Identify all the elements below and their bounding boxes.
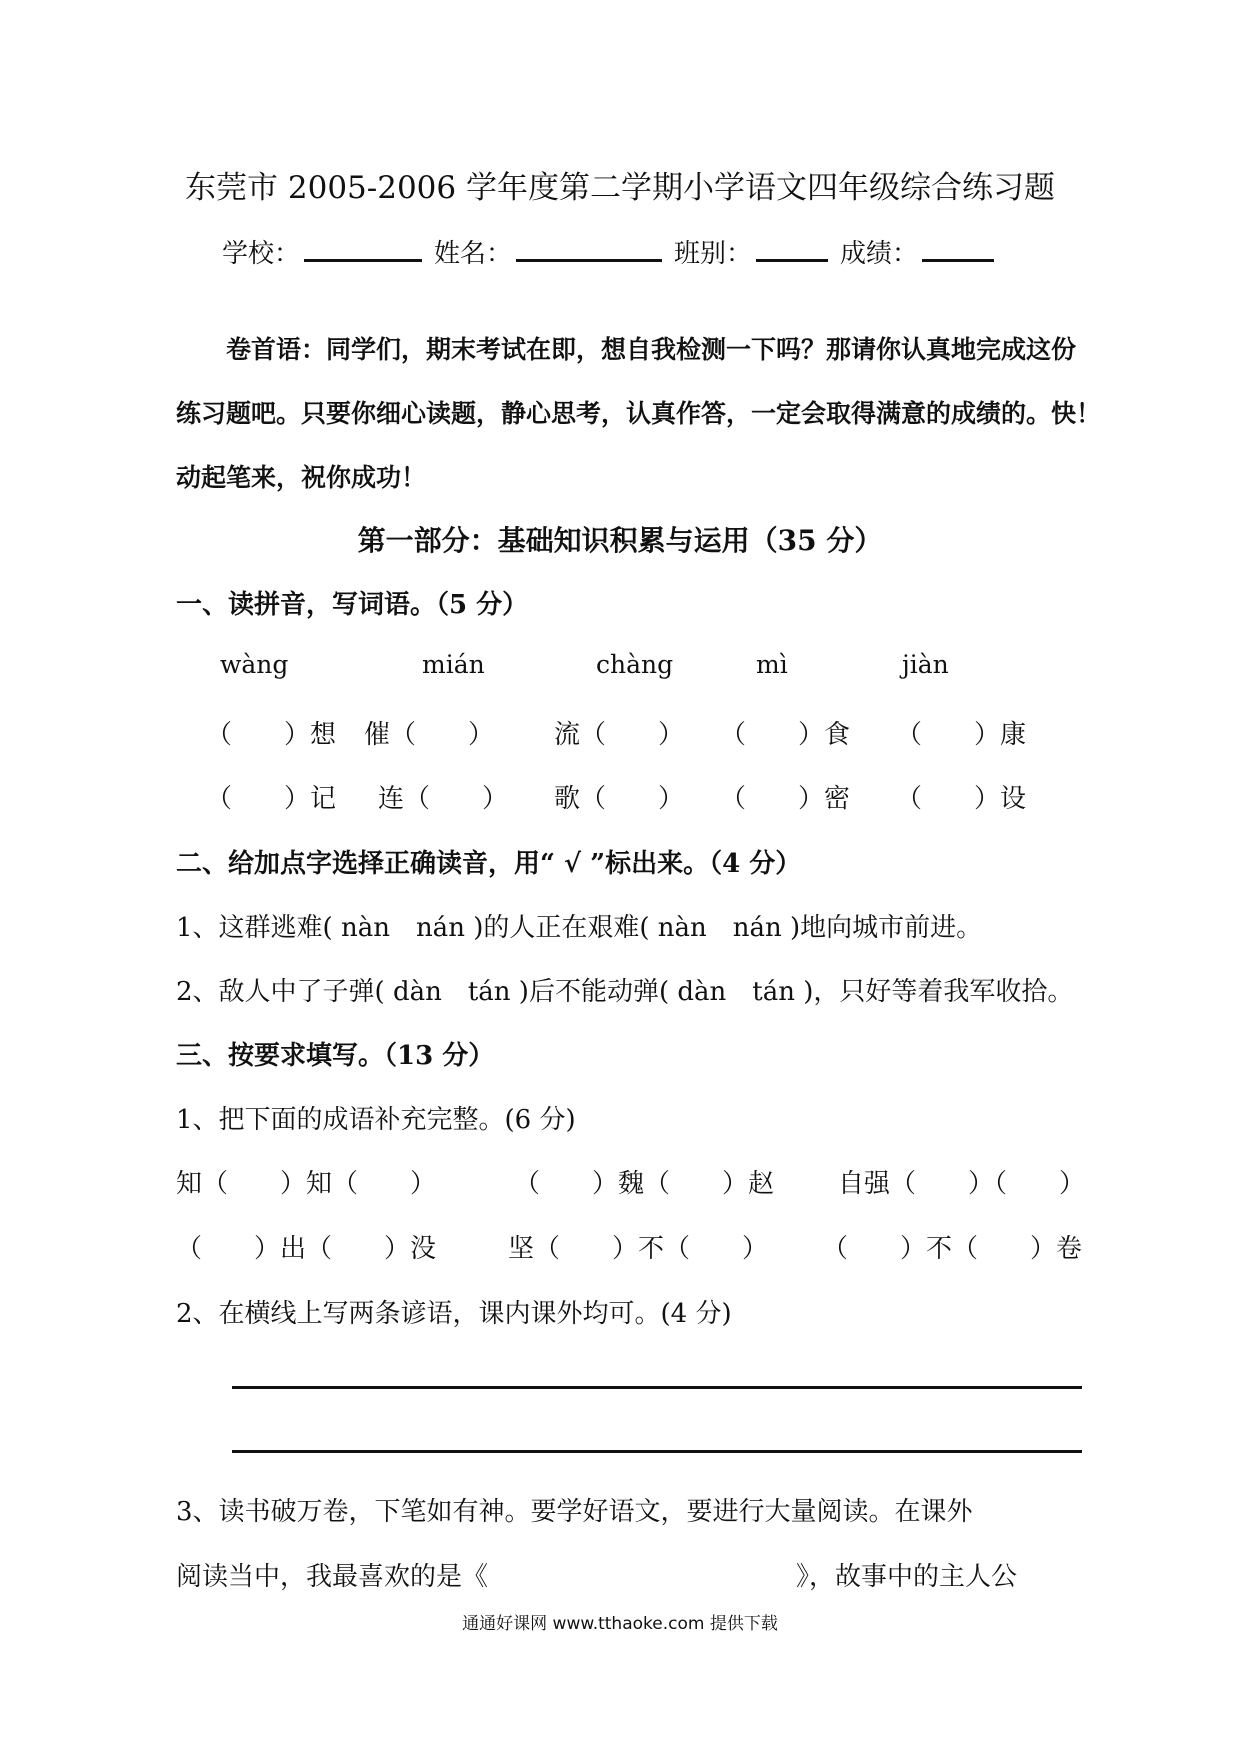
q3-sub2-heading: 2、在横线上写两条谚语，课内课外均可。(4 分) — [176, 1299, 732, 1329]
proverb-answer-line-1[interactable] — [232, 1386, 1082, 1389]
q1-row2-item-3[interactable]: 歌（ ） — [554, 784, 685, 814]
q1-row1-item-4[interactable]: （ ）食 — [720, 720, 851, 750]
q3-sub1-heading: 1、把下面的成语补充完整。(6 分) — [176, 1105, 576, 1135]
score-label: 成绩： — [840, 239, 919, 269]
school-blank[interactable] — [304, 235, 422, 262]
q3-sub3-line-2a: 阅读当中，我最喜欢的是《 — [176, 1562, 489, 1592]
footer-credit: 通通好课网 www.tthaoke.com 提供下载 — [462, 1614, 778, 1634]
preface-line-2: 练习题吧。只要你细心读题，静心思考，认真作答，一定会取得满意的成绩的。快！ — [176, 399, 1102, 428]
q1-row1-item-5[interactable]: （ ）康 — [896, 720, 1027, 750]
idiom-2[interactable]: （ ）魏（ ）赵 — [514, 1169, 775, 1199]
proverb-answer-line-2[interactable] — [232, 1450, 1082, 1453]
pinyin-5: jiàn — [902, 650, 949, 679]
q1-row2-item-5[interactable]: （ ）设 — [896, 784, 1027, 814]
idiom-4[interactable]: （ ）出（ ）没 — [176, 1234, 437, 1264]
q1-row2-item-2[interactable]: 连（ ） — [378, 784, 509, 814]
idiom-5[interactable]: 坚（ ）不（ ） — [508, 1234, 769, 1264]
q3-heading: 三、按要求填写。（13 分） — [176, 1041, 495, 1071]
q1-row1-item-2[interactable]: 催（ ） — [364, 720, 495, 750]
q3-sub3-line-1: 3、读书破万卷，下笔如有神。要学好语文，要进行大量阅读。在课外 — [176, 1497, 973, 1527]
pinyin-4: mì — [756, 650, 788, 679]
q2-line-2: 2、敌人中了子弹( dàn tán )后不能动弹( dàn tán )，只好等着我军收拾。 — [176, 977, 1074, 1007]
pinyin-1: wàng — [220, 650, 289, 679]
class-label: 班别： — [674, 239, 753, 269]
name-blank[interactable] — [516, 235, 662, 262]
q2-heading: 二、给加点字选择正确读音，用“ √ ”标出来。（4 分） — [176, 849, 802, 879]
pinyin-2: mián — [422, 650, 485, 679]
idiom-3[interactable]: 自强（ ）（ ） — [838, 1169, 1086, 1199]
q1-row1-item-3[interactable]: 流（ ） — [554, 720, 685, 750]
info-row — [222, 233, 1006, 270]
q1-row2-item-1[interactable]: （ ）记 — [206, 784, 337, 814]
pinyin-3: chàng — [596, 650, 674, 679]
q1-row1-item-1[interactable]: （ ）想 — [206, 720, 337, 750]
idiom-6[interactable]: （ ）不（ ）卷 — [822, 1234, 1083, 1264]
preface-line-3: 动起笔来，祝你成功！ — [176, 463, 427, 492]
part1-heading: 第一部分：基础知识积累与运用（35 分） — [357, 524, 883, 557]
page-title: 东莞市 2005-2006 学年度第二学期小学语文四年级综合练习题 — [185, 170, 1055, 206]
class-blank[interactable] — [756, 235, 828, 262]
school-label: 学校： — [222, 239, 301, 269]
q3-sub3-line-2b: 》，故事中的主人公 — [796, 1562, 1018, 1592]
preface-line-1: 卷首语：同学们，期末考试在即，想自我检测一下吗？那请你认真地完成这份 — [226, 335, 1077, 364]
score-blank[interactable] — [922, 235, 994, 262]
name-label: 姓名： — [434, 239, 513, 269]
q1-heading: 一、读拼音，写词语。（5 分） — [176, 590, 529, 620]
q2-line-1: 1、这群逃难( nàn nán )的人正在艰难( nàn nán )地向城市前进。 — [176, 913, 983, 943]
idiom-1[interactable]: 知（ ）知（ ） — [176, 1169, 437, 1199]
q1-row2-item-4[interactable]: （ ）密 — [720, 784, 851, 814]
